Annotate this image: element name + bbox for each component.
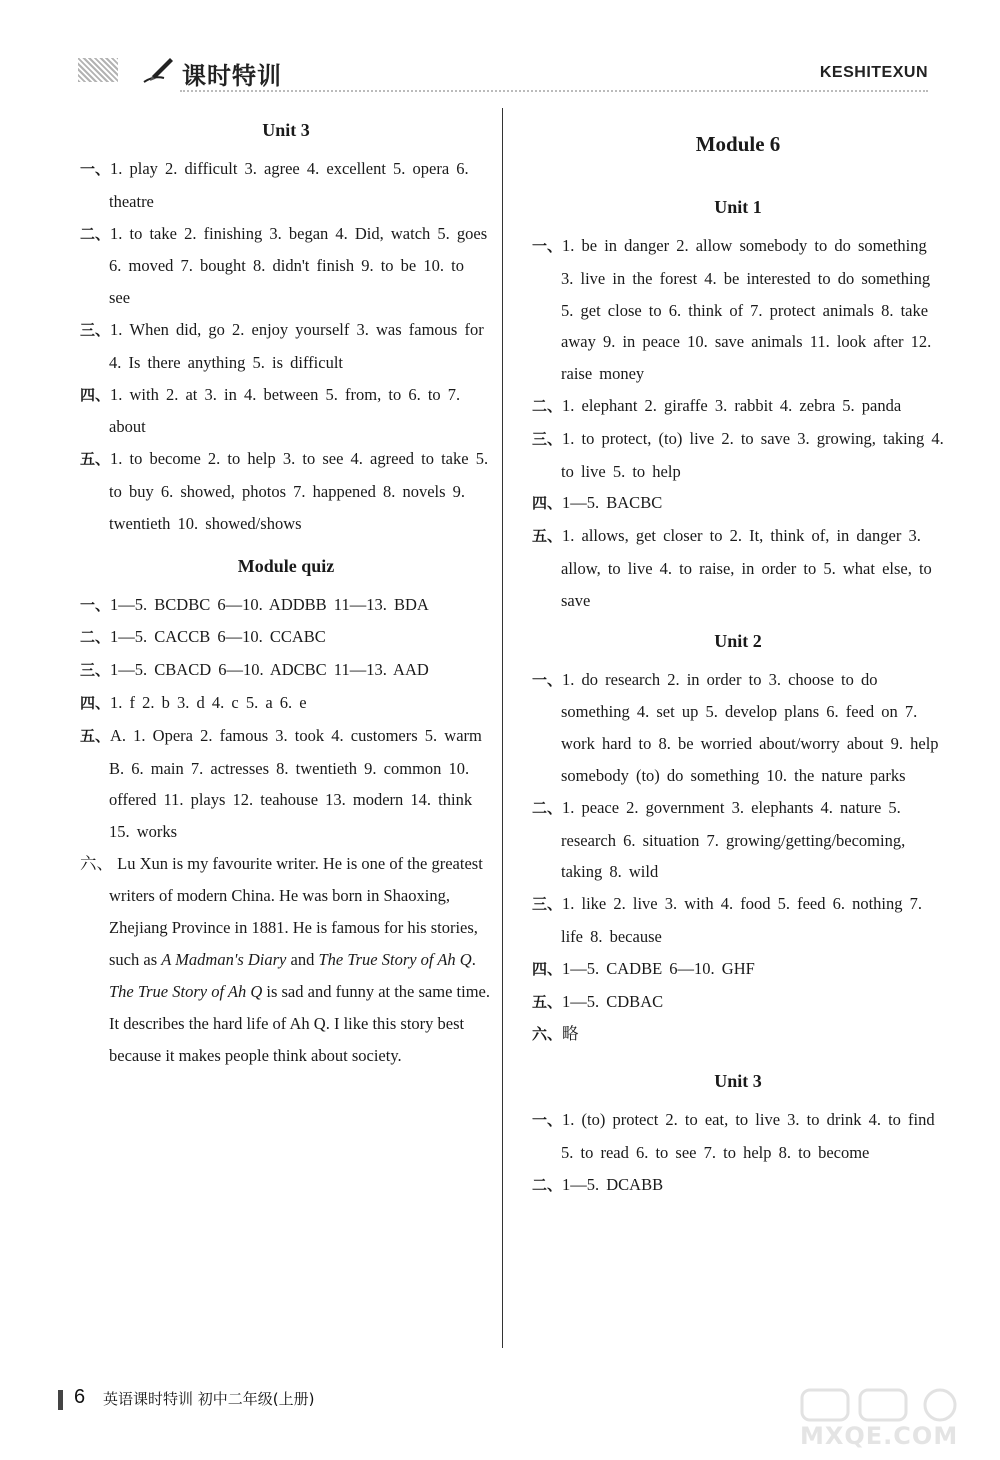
answer-section <box>532 664 944 792</box>
pen-icon <box>140 54 176 86</box>
answer-section <box>80 153 492 218</box>
section-label: 五、 <box>80 450 111 469</box>
left-column <box>80 110 492 1072</box>
section-label: 五、 <box>532 992 563 1011</box>
section-label: 二、 <box>532 396 563 415</box>
section-label: 五、 <box>80 726 111 745</box>
answer-section <box>532 986 944 1019</box>
answer-section <box>80 314 492 379</box>
section-text: 1. be in danger 2. allow somebody to do something 3. live in the forest 4. be interested to do something 5. get close to 6. think of 7. protect animals 8. take away 9. in peace 10. save animals 11. look after 12. raise money <box>561 236 932 384</box>
section-label: 一、 <box>532 237 563 255</box>
section-text: 1. (to) protect 2. to eat, to live 3. to drink 4. to find 5. to read 6. to see 7. to help 8. to become <box>561 1110 935 1162</box>
answer-section <box>80 687 492 720</box>
essay-label: 六、 <box>80 853 113 873</box>
answer-section <box>532 1018 944 1051</box>
section-text: 1. to protect, (to) live 2. to save 3. growing, taking 4. to live 5. to help <box>561 428 944 481</box>
unit2-title: Unit 2 <box>714 630 762 651</box>
page-footer <box>0 1378 1000 1458</box>
module-quiz-title: Module quiz <box>237 555 335 576</box>
section-label: 一、 <box>80 595 111 614</box>
section-text: 1. with 2. at 3. in 4. between 5. from, to 6. to 7. about <box>109 384 461 437</box>
brand-pinyin: KESHITEXUN <box>819 64 928 81</box>
answer-section <box>532 487 944 520</box>
essay-book-title: A Madman's Diary <box>161 949 287 969</box>
answer-section <box>80 379 492 444</box>
section-text: 1—5. CBACD 6—10. ADCBC 11—13. AAD <box>110 660 429 680</box>
answer-section <box>532 230 944 390</box>
footer-mark <box>58 1390 63 1410</box>
section-text: 1—5. CDBAC <box>562 991 664 1011</box>
section-label: 三、 <box>532 895 563 914</box>
section-text: 1. to become 2. to help 3. to see 4. agreed to take 5. to buy 6. showed, photos 7. happened 8. novels 9. twentieth 10. showed/shows <box>109 449 489 533</box>
essay-part: and <box>286 949 319 969</box>
page-number: 6 <box>74 1386 86 1408</box>
section-text: 1. elephant 2. giraffe 3. rabbit 4. zebra 5. panda <box>562 395 902 415</box>
section-text: 1. allows, get closer to 2. It, think of, in danger 3. allow, to live 4. to raise, in order to 5. what else, to save <box>561 526 932 610</box>
section-label: 二、 <box>80 628 111 647</box>
section-text: 1. do research 2. in order to 3. choose to do something 4. set up 5. develop plans 6. feed on 7. work hard to 8. be worried about/worry about 9. help somebody (to) do something 10. the nature parks <box>561 669 939 785</box>
answer-section <box>80 720 492 753</box>
watermark-url: MXQE.COM <box>800 1422 959 1450</box>
unit1-answers <box>532 230 944 617</box>
unit3-title: Unit 3 <box>714 1071 762 1092</box>
answer-section <box>80 654 492 687</box>
answer-section <box>532 423 944 488</box>
section-text: 1. play 2. difficult 3. agree 4. excellent 5. opera 6. theatre <box>109 159 469 211</box>
essay-book-title: The True Story of Ah Q <box>318 949 472 969</box>
section-label: 四、 <box>80 693 111 712</box>
essay-answer <box>80 848 492 1072</box>
answer-section <box>80 753 492 848</box>
section-text: 1—5. CACCB 6—10. CCABC <box>110 627 326 647</box>
unit3-title: Unit 3 <box>262 120 310 140</box>
unit3-answers <box>80 153 492 540</box>
section-text: 1. f 2. b 3. d 4. c 5. a 6. e <box>110 692 307 712</box>
column-divider <box>502 108 503 1348</box>
section-label: 三、 <box>80 661 111 680</box>
section-label: 一、 <box>80 160 111 178</box>
unit1-title: Unit 1 <box>714 197 762 217</box>
module-quiz-answers <box>80 589 492 1072</box>
section-label: 四、 <box>80 385 111 404</box>
section-label: 三、 <box>80 320 111 339</box>
answer-section <box>532 953 944 986</box>
answer-section <box>80 218 492 314</box>
section-label: 二、 <box>532 1175 563 1194</box>
answer-section <box>80 589 492 622</box>
section-label: 二、 <box>532 798 563 817</box>
section-text: B. 6. main 7. actresses 8. twentieth 9. common 10. offered 11. plays 12. teahouse 13. modern 14. think 15. works <box>109 758 473 842</box>
section-text: 1—5. DCABB <box>562 1174 664 1194</box>
page-header <box>0 0 1000 100</box>
answer-section <box>532 888 944 953</box>
section-label: 二、 <box>80 224 111 243</box>
answer-section <box>532 1169 944 1202</box>
header-rule <box>180 90 928 92</box>
brand-title: 课时特训 <box>182 62 282 90</box>
section-label: 四、 <box>532 959 563 978</box>
right-column <box>532 110 944 1202</box>
section-text: 1. When did, go 2. enjoy yourself 3. was famous for 4. Is there anything 5. is difficult <box>109 319 484 372</box>
section-text: 1. peace 2. government 3. elephants 4. nature 5. research 6. situation 7. growing/getting/becoming, taking 8. wild <box>561 797 906 882</box>
section-label: 一、 <box>532 670 563 689</box>
essay-text <box>109 854 490 1065</box>
section-text: 略 <box>562 1024 579 1044</box>
essay-part: . <box>471 949 476 969</box>
answer-section <box>532 1104 944 1169</box>
essay-part: Lu Xun is my favourite writer. He is one of the greatest writers of modern China. He was born in Shaoxing, Zhejiang Province in 1881. He is famous for his stories, such as <box>109 853 483 969</box>
book-title: 英语课时特训 初中二年级(上册) <box>103 1390 315 1408</box>
section-text: A. 1. Opera 2. famous 3. took 4. customers 5. warm <box>110 725 482 745</box>
essay-part: is sad and funny at the same time. It describes the hard life of Ah Q. I like this story best because it makes people think about society. <box>109 981 490 1065</box>
section-label: 六、 <box>532 1025 563 1044</box>
answer-section <box>80 443 492 539</box>
section-text: 1. like 2. live 3. with 4. food 5. feed 6. nothing 7. life 8. because <box>561 894 923 946</box>
section-text: 1—5. CADBE 6—10. GHF <box>562 958 755 978</box>
unit2-answers <box>532 664 944 1052</box>
section-text: 1—5. BACBC <box>562 493 663 513</box>
answer-section <box>532 520 944 616</box>
brand-pattern-icon <box>78 58 118 82</box>
module-title: Module 6 <box>695 132 781 156</box>
section-label: 三、 <box>532 429 563 448</box>
section-label: 一、 <box>532 1111 563 1130</box>
answer-section <box>532 390 944 423</box>
unit3-answers <box>532 1104 944 1201</box>
answer-section <box>80 621 492 654</box>
section-label: 四、 <box>532 494 563 513</box>
essay-book-title: The True Story of Ah Q <box>109 981 263 1001</box>
answer-section <box>532 792 944 888</box>
section-text: 1. to take 2. finishing 3. began 4. Did, watch 5. goes 6. moved 7. bought 8. didn't finish 9. to be 10. to see <box>109 223 488 308</box>
section-text: 1—5. BCDBC 6—10. ADDBB 11—13. BDA <box>110 594 429 614</box>
watermark-logo-icon <box>800 1386 970 1424</box>
section-label: 五、 <box>532 527 563 546</box>
